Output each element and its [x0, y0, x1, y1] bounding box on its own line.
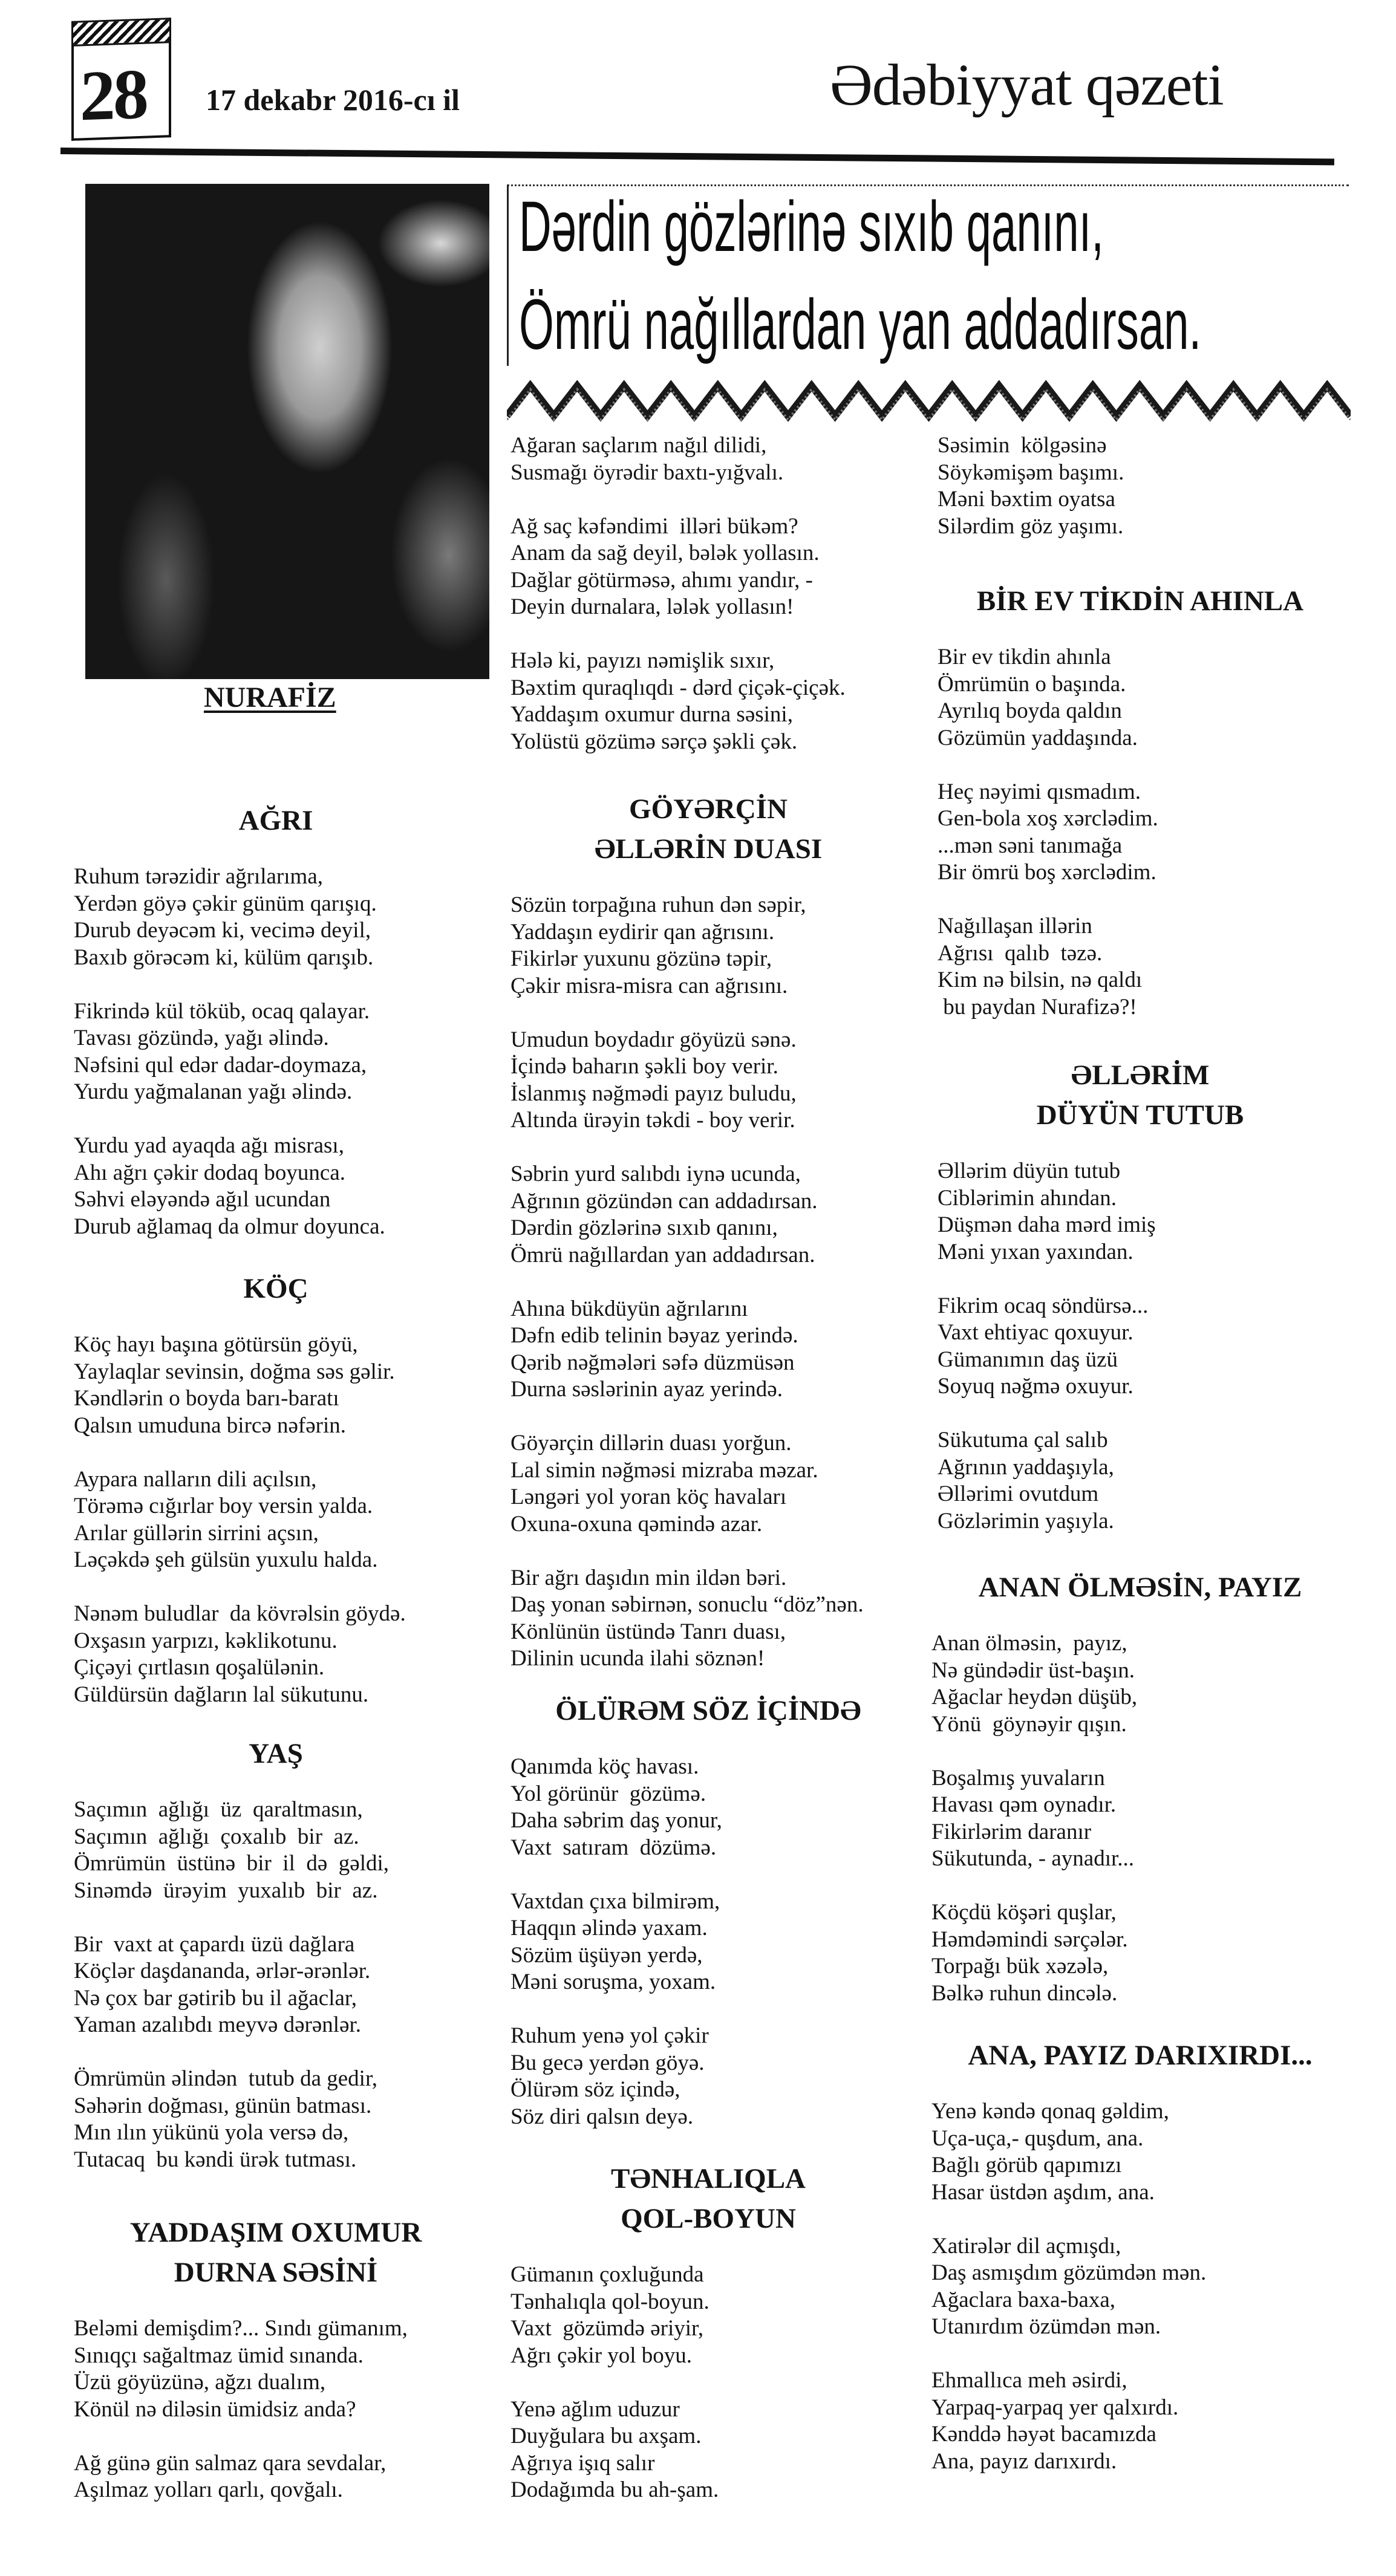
stanza: [74, 2315, 485, 2423]
verse-line: Üzü göyüzünə, ağzı dualım,: [74, 2370, 326, 2395]
verse-line: bu paydan Nurafizə?!: [938, 994, 1137, 1020]
stanza: [510, 2396, 913, 2504]
stanza: [938, 1293, 1355, 1400]
poem-title-line: ƏLLƏRİM: [1071, 1059, 1210, 1091]
verse-line: Ruhum tərəzidir ağrılarıma,: [74, 864, 323, 889]
poem-tenhaliqla-qol-boyun-continued: [925, 432, 1355, 567]
verse-line: ...mən səni tanımağa: [938, 833, 1123, 858]
poem-title: [925, 1055, 1355, 1135]
verse-line: Fikrində kül töküb, ocaq qalayar.: [74, 998, 370, 1024]
poem-title: [67, 1734, 485, 1774]
poem-body: [510, 1754, 913, 2130]
verse-line: Gen-bola xoş xərclədim.: [938, 806, 1158, 831]
verse-line: Köç hayı başına götürsün göyü,: [74, 1332, 358, 1357]
poem-title: [925, 581, 1355, 621]
verse-line: Durub deyəcəm ki, vecimə deyil,: [74, 918, 371, 943]
verse-line: Vaxt satıram dözümə.: [510, 1835, 717, 1860]
poem-body: [931, 2098, 1355, 2475]
verse-line: Boşalmış yuvaların: [931, 1765, 1105, 1791]
stanza: [74, 864, 485, 971]
stanza: [510, 2023, 913, 2130]
verse-line: Səbrin yurd salıbdı iynə ucunda,: [510, 1162, 801, 1186]
poem-yaddasim-oxumur: [67, 2213, 485, 2531]
stanza: [74, 1332, 485, 1439]
verse-line: Məni bəxtim oyatsa: [938, 487, 1115, 512]
verse-line: Hələ ki, payızı nəmişlik sıxır,: [510, 648, 775, 673]
verse-line: Bir ev tikdin ahınla: [938, 645, 1111, 669]
verse-line: Səhvi eləyəndə ağıl ucundan: [74, 1187, 331, 1212]
verse-line: Könül nə diləsin ümidsiz anda?: [74, 2396, 356, 2422]
verse-line: Ahı ağrı çəkir dodaq boyunca.: [74, 1160, 345, 1185]
verse-line: Bir vaxt at çapardı üzü dağlara: [74, 1931, 355, 1957]
verse-line: Fikirlər yuxunu gözünə təpir,: [510, 946, 772, 971]
verse-line: Vaxt gözümdə əriyir,: [510, 2316, 704, 2341]
poem-body: [938, 432, 1355, 540]
verse-line: Ağrıya işıq salır: [510, 2450, 655, 2476]
stanza: [510, 1565, 913, 1673]
verse-line: Dilinin ucunda ilahi söznən!: [510, 1646, 765, 1671]
verse-line: Gözümün yaddaşında.: [938, 725, 1138, 750]
stanza: [74, 1601, 485, 1708]
verse-line: Ömrümün üstünə bir il də gəldi,: [74, 1851, 390, 1876]
verse-line: Anan ölməsin, payız,: [931, 1631, 1127, 1656]
verse-line: Oxuna-oxuna qəmində azar.: [510, 1511, 763, 1537]
poem-title: [925, 2035, 1355, 2075]
author-name: NURAFİZ: [204, 681, 336, 714]
verse-line: Gümanın çoxluğunda: [510, 2262, 704, 2287]
verse-line: Tutacaq bu kəndi ürək tutması.: [74, 2147, 357, 2172]
stanza: [931, 1765, 1355, 1873]
verse-line: Vaxtdan çıxa bilmirəm,: [510, 1888, 720, 1914]
verse-line: Güldürsün dağların lal sükutunu.: [74, 1682, 369, 1707]
poem-title-line: ƏLLƏRİN DUASI: [594, 833, 823, 865]
newspaper-title: Ədəbiyyat qəzeti: [830, 53, 1224, 118]
author-photo: [85, 184, 489, 679]
verse-line: Nağıllaşan illərin: [938, 914, 1092, 938]
verse-line: Ağaclara baxa-baxa,: [931, 2287, 1116, 2312]
poem-title-line: DÜYÜN TUTUB: [1036, 1099, 1244, 1131]
poem-title-line: YADDAŞIM OXUMUR: [129, 2217, 422, 2248]
verse-line: Utanırdım özümdən mən.: [931, 2314, 1161, 2339]
poem-body: [510, 432, 913, 755]
verse-line: Tənhalıqla qol-boyun.: [510, 2289, 709, 2314]
verse-line: Sinəmdə ürəyim yuxalıb bir az.: [74, 1878, 378, 1903]
page-number-badge: [71, 36, 171, 141]
stanza: [938, 644, 1355, 752]
poem-olurem-soz-icinde: [503, 1691, 913, 2158]
poem-title: [503, 789, 913, 869]
stanza: [74, 2066, 485, 2173]
verse-line: Uça-uça,- quşdum, ana.: [931, 2126, 1144, 2151]
poem-bir-ev-tikdin-ahinla: [925, 581, 1355, 1048]
verse-line: Düşmən daha mərd imiş: [938, 1212, 1156, 1237]
verse-line: Yaddaşın eydirir qan ağrısını.: [510, 919, 775, 945]
stanza: [74, 998, 485, 1106]
verse-line: Yaddaşım oxumur durna səsini,: [510, 702, 793, 727]
stanza: [931, 1899, 1355, 2007]
verse-line: Bir ağrı daşıdın min ildən bəri.: [510, 1565, 787, 1590]
issue-date: 17 dekabr 2016-cı il: [206, 83, 460, 117]
poem-title-line: YAŞ: [249, 1738, 303, 1769]
poem-body: [510, 2262, 913, 2504]
verse-line: Könlünün üstündə Tanrı duası,: [510, 1619, 786, 1644]
verse-line: Arılar güllərin sirrini açsın,: [74, 1520, 319, 1546]
verse-line: Ciblərimin ahından.: [938, 1185, 1117, 1211]
verse-line: Aypara nalların dili açılsın,: [74, 1466, 317, 1492]
verse-line: Dağlar götürməsə, ahımı yandır, -: [510, 567, 813, 593]
poem-yas: [67, 1734, 485, 2200]
verse-line: Duyğulara bu axşam.: [510, 2424, 702, 2448]
poem-title-line: DURNA SƏSİNİ: [174, 2257, 378, 2288]
poem-body: [510, 892, 913, 1673]
verse-line: Nənəm buludlar da kövrəlsin göydə.: [74, 1601, 406, 1626]
verse-line: Saçımın ağlığı üz qaraltmasın,: [74, 1797, 363, 1822]
verse-line: Ağaclar heydən düşüb,: [931, 1685, 1138, 1709]
verse-line: Yol görünür gözümə.: [510, 1781, 706, 1806]
verse-line: Yenə ağlım uduzur: [510, 2396, 680, 2422]
verse-line: Yaman azalıbdı meyvə dərənlər.: [74, 2012, 362, 2037]
stanza: [510, 1027, 913, 1134]
verse-line: Ölürəm söz içində,: [510, 2077, 680, 2102]
verse-line: Daş yonan səbirnən, sonuclu “döz”nən.: [510, 1592, 864, 1617]
zigzag-line: [507, 386, 1351, 416]
poem-body: [74, 864, 485, 1240]
verse-line: Yerdən göyə çəkir günüm qarışıq.: [74, 891, 377, 916]
poem-title-line: AĞRI: [238, 805, 313, 836]
verse-line: Dəfn edib telinin bəyaz yerində.: [510, 1323, 798, 1348]
pull-quote-line: Ömrü nağıllardan yan addadırsan.: [519, 285, 1202, 365]
stanza: [938, 1158, 1355, 1266]
stanza: [74, 1466, 485, 1574]
verse-line: Lal simin nəğməsi mizraba məzar.: [510, 1457, 818, 1483]
verse-line: Soyuq nəğmə oxuyur.: [938, 1374, 1133, 1399]
poem-title: [67, 1269, 485, 1309]
verse-line: Köçdü köşəri quşlar,: [931, 1900, 1117, 1925]
header-rule: [60, 148, 1334, 165]
verse-line: Heç nəyimi qısmadım.: [938, 779, 1141, 804]
page-number: 28: [80, 54, 146, 136]
verse-line: Yurdu yağmalanan yağı əlində.: [74, 1079, 353, 1104]
stanza: [931, 2098, 1355, 2206]
verse-line: İslanmış nəğmədi payız buludu,: [510, 1081, 797, 1106]
verse-line: Kəndlərin o boyda barı-baratı: [74, 1386, 339, 1411]
verse-line: Oxşasın yarpızı, kəklikotunu.: [74, 1628, 338, 1653]
stanza: [938, 432, 1355, 540]
verse-line: Hasar üstdən aşdım, ana.: [931, 2179, 1155, 2205]
poem-title-line: ANA, PAYIZ DARIXIRDI...: [968, 2040, 1313, 2071]
verse-line: Kim nə bilsin, nə qaldı: [938, 968, 1143, 992]
verse-line: Mın ılın yükünü yola versə də,: [74, 2120, 349, 2145]
stanza: [931, 2233, 1355, 2341]
verse-line: Çəkir misra-misra can ağrısını.: [510, 973, 788, 998]
poem-title: [67, 801, 485, 841]
poem-anan-olmesin-payiz: [925, 1567, 1355, 2034]
poem-koc: [67, 1269, 485, 1735]
verse-line: Qanımda köç havası.: [510, 1754, 699, 1779]
stanza: [74, 2450, 485, 2504]
verse-line: Beləmi demişdim?... Sındı gümanım,: [74, 2316, 408, 2341]
verse-line: Ağrının gözündən can addadırsan.: [510, 1188, 818, 1214]
verse-line: Bağlı görüb qapımızı: [931, 2153, 1122, 2178]
verse-line: Bir ömrü boş xərclədim.: [938, 860, 1156, 885]
stanza: [74, 1797, 485, 1904]
verse-line: Ruhum yenə yol çəkir: [510, 2023, 709, 2048]
verse-line: Umudun boydadır göyüzü sənə.: [510, 1027, 797, 1052]
verse-line: Ləçəkdə şeh gülsün yuxulu halda.: [74, 1547, 378, 1572]
verse-line: Fikirlərim daranır: [931, 1819, 1092, 1844]
poem-agri: [67, 801, 485, 1267]
verse-line: Dərdin gözlərinə sıxıb qanını,: [510, 1215, 778, 1240]
poem-body: [938, 1158, 1355, 1535]
verse-line: Ağaran saçlarım nağıl dilidi,: [510, 433, 767, 458]
verse-line: Gözlərimin yaşıyla.: [938, 1508, 1114, 1534]
verse-line: Ehmallıca meh əsirdi,: [931, 2368, 1127, 2393]
verse-line: Kənddə həyət bacamızda: [931, 2422, 1156, 2447]
verse-line: Qalsın umuduna bircə nəfərin.: [74, 1413, 347, 1438]
poem-body: [74, 2315, 485, 2504]
stanza: [510, 1888, 913, 1996]
verse-line: Ahına bükdüyün ağrılarını: [510, 1296, 748, 1321]
verse-line: Deyin durnalara, lələk yollasın!: [510, 594, 794, 619]
verse-line: Aşılmaz yolları qarlı, qovğalı.: [74, 2477, 343, 2502]
poem-body: [938, 644, 1355, 1021]
verse-line: Susmağı öyrədir baxtı-yığvalı.: [510, 460, 784, 485]
stanza: [510, 1296, 913, 1403]
stanza: [510, 1161, 913, 1269]
poem-title: [925, 1567, 1355, 1607]
verse-line: Sınıqçı sağaltmaz ümid sınanda.: [74, 2343, 364, 2368]
verse-line: Köçlər daşdananda, ərlər-ərənlər.: [74, 1959, 371, 1983]
verse-line: Xatirələr dil açmışdı,: [931, 2233, 1121, 2259]
verse-line: Ayrılıq boyda qaldın: [938, 698, 1122, 723]
poem-title-line: QOL-BOYUN: [621, 2203, 796, 2234]
zigzag-divider: [507, 380, 1351, 423]
stanza: [938, 779, 1355, 886]
verse-line: Ana, payız darıxırdı.: [931, 2448, 1117, 2474]
verse-line: Durub ağlamaq da olmur doyunca.: [74, 1214, 385, 1239]
verse-line: İçində baharın şəkli boy verir.: [510, 1054, 778, 1079]
stanza: [510, 892, 913, 1000]
stanza: [74, 1133, 485, 1240]
poem-yaddasim-oxumur-continued: [503, 432, 913, 782]
verse-line: Ağ saç kəfəndimi illəri bükəm?: [510, 513, 798, 539]
verse-line: Qərib nəğmələri səfə düzmüsən: [510, 1350, 795, 1375]
verse-line: Çiçəyi çırtlasın qoşalülənin.: [74, 1655, 325, 1680]
verse-line: Yenə kəndə qonaq gəldim,: [931, 2099, 1169, 2124]
poem-title-line: ANAN ÖLMƏSİN, PAYIZ: [978, 1572, 1302, 1603]
verse-line: Vaxt ehtiyac qoxuyur.: [938, 1320, 1133, 1345]
poem-body: [931, 1630, 1355, 2007]
verse-line: Durna səslərinin ayaz yerində.: [510, 1377, 783, 1402]
verse-line: Tavası gözündə, yağı əlində.: [74, 1026, 329, 1050]
stanza: [510, 648, 913, 755]
verse-line: Daha səbrim daş yonur,: [510, 1808, 722, 1833]
verse-line: Daş asmışdım gözümdən mən.: [931, 2260, 1207, 2285]
stanza: [510, 513, 913, 621]
verse-line: Ağrısı qalıb təzə.: [938, 940, 1103, 966]
stanza: [510, 1754, 913, 1861]
verse-line: Fikrim ocaq söndürsə...: [938, 1293, 1149, 1318]
verse-line: Saçımın ağlığı çoxalıb bir az.: [74, 1824, 359, 1849]
poem-ana-payiz-darixirdi: [925, 2035, 1355, 2502]
pull-quote-line: Dərdin gözlərinə sıxıb qanını,: [519, 187, 1104, 267]
verse-line: Ağrının yaddaşıyla,: [938, 1454, 1114, 1480]
poem-title: [503, 1691, 913, 1731]
verse-line: Bəlkə ruhun dincələ.: [931, 1980, 1118, 2006]
verse-line: Nə çox bar gətirib bu il ağaclar,: [74, 1985, 357, 2011]
verse-line: Yurdu yad ayaqda ağı misrası,: [74, 1133, 344, 1158]
verse-line: Sözün torpağına ruhun dən səpir,: [510, 893, 806, 917]
poem-body: [74, 1332, 485, 1708]
verse-line: Yolüstü gözümə sərçə şəkli çək.: [510, 729, 798, 754]
poem-body: [74, 1797, 485, 2173]
verse-line: Bu gecə yerdən göyə.: [510, 2050, 705, 2075]
stanza: [510, 2262, 913, 2369]
verse-line: Bəxtim quraqlıqdı - dərd çiçək-çiçək.: [510, 675, 846, 700]
poem-title: [503, 2159, 913, 2239]
verse-line: Ləngəri yol yoran köç havaları: [510, 1485, 787, 1509]
verse-line: Sükutunda, - aynadır...: [931, 1846, 1135, 1871]
verse-line: Əllərimi ovutdum: [938, 1482, 1099, 1506]
verse-line: Söykəmişəm başımı.: [938, 460, 1124, 485]
verse-line: Yaylaqlar sevinsin, doğma səs gəlir.: [74, 1359, 395, 1384]
verse-line: Ömrümün əlindən tutub da gedir,: [74, 2066, 378, 2091]
verse-line: Həmdəmindi sərçələr.: [931, 1927, 1128, 1952]
page-badge-hatch-decoration: [71, 18, 171, 47]
verse-line: Yarpaq-yarpaq yer qalxırdı.: [931, 2395, 1179, 2420]
verse-line: Altında ürəyin təkdi - boy verir.: [510, 1108, 795, 1133]
verse-line: Məni soruşma, yoxam.: [510, 1969, 716, 1994]
poem-title: [67, 2213, 485, 2292]
verse-line: Səhərin doğması, günün batması.: [74, 2093, 372, 2118]
poem-ellerim-duyun-tutub: [925, 1055, 1355, 1562]
poem-title-line: ÖLÜRƏM SÖZ İÇİNDƏ: [555, 1695, 861, 1726]
poem-title-line: KÖÇ: [243, 1273, 308, 1304]
verse-line: Ağrı çəkir yol boyu.: [510, 2343, 693, 2368]
verse-line: Əllərim düyün tutub: [938, 1159, 1121, 1183]
stanza: [938, 1427, 1355, 1535]
verse-line: Haqqın əlində yaxam.: [510, 1916, 708, 1940]
verse-line: Nəfsini qul edər dadar-doymaza,: [74, 1052, 367, 1078]
verse-line: Törəmə cığırlar boy versin yalda.: [74, 1494, 373, 1518]
verse-line: Məni yıxan yaxından.: [938, 1239, 1133, 1264]
poem-tenhaliqla-qol-boyun: [503, 2159, 913, 2531]
poem-title-line: BİR EV TİKDİN AHINLA: [976, 585, 1304, 617]
verse-line: Ömrümün o başında.: [938, 671, 1126, 697]
stanza: [931, 1630, 1355, 1738]
stanza: [931, 2367, 1355, 2475]
verse-line: Havası qəm oynadır.: [931, 1792, 1117, 1817]
verse-line: Sükutuma çal salıb: [938, 1428, 1108, 1452]
verse-line: Səsimin kölgəsinə: [938, 433, 1107, 458]
verse-line: Gümanımın daş üzü: [938, 1347, 1118, 1372]
verse-line: Söz diri qalsın deyə.: [510, 2104, 694, 2129]
verse-line: Ağ günə gün salmaz qara sevdalar,: [74, 2450, 387, 2476]
poem-title-line: GÖYƏRÇİN: [629, 793, 788, 825]
poem-title-line: TƏNHALIQLA: [610, 2163, 806, 2194]
verse-line: Torpağı bük xəzələ,: [931, 1954, 1109, 1979]
verse-line: Silərdim göz yaşımı.: [938, 513, 1124, 539]
verse-line: Yönü göynəyir qışın.: [931, 1711, 1127, 1737]
verse-line: Ömrü nağıllardan yan addadırsan.: [510, 1242, 815, 1267]
stanza: [74, 1931, 485, 2039]
verse-line: Sözüm üşüyən yerdə,: [510, 1942, 703, 1968]
verse-line: Anam da sağ deyil, bələk yollasın.: [510, 541, 820, 565]
verse-line: Dodağımda bu ah-şam.: [510, 2477, 719, 2502]
stanza: [510, 432, 913, 486]
stanza: [510, 1430, 913, 1538]
stanza: [938, 913, 1355, 1021]
verse-line: Göyərçin dillərin duası yorğun.: [510, 1431, 792, 1456]
poem-goyercin-ellerin-duasi: [503, 789, 913, 1699]
verse-line: Baxıb görəcəm ki, külüm qarışıb.: [74, 945, 374, 970]
verse-line: Nə gündədir üst-başın.: [931, 1657, 1135, 1683]
